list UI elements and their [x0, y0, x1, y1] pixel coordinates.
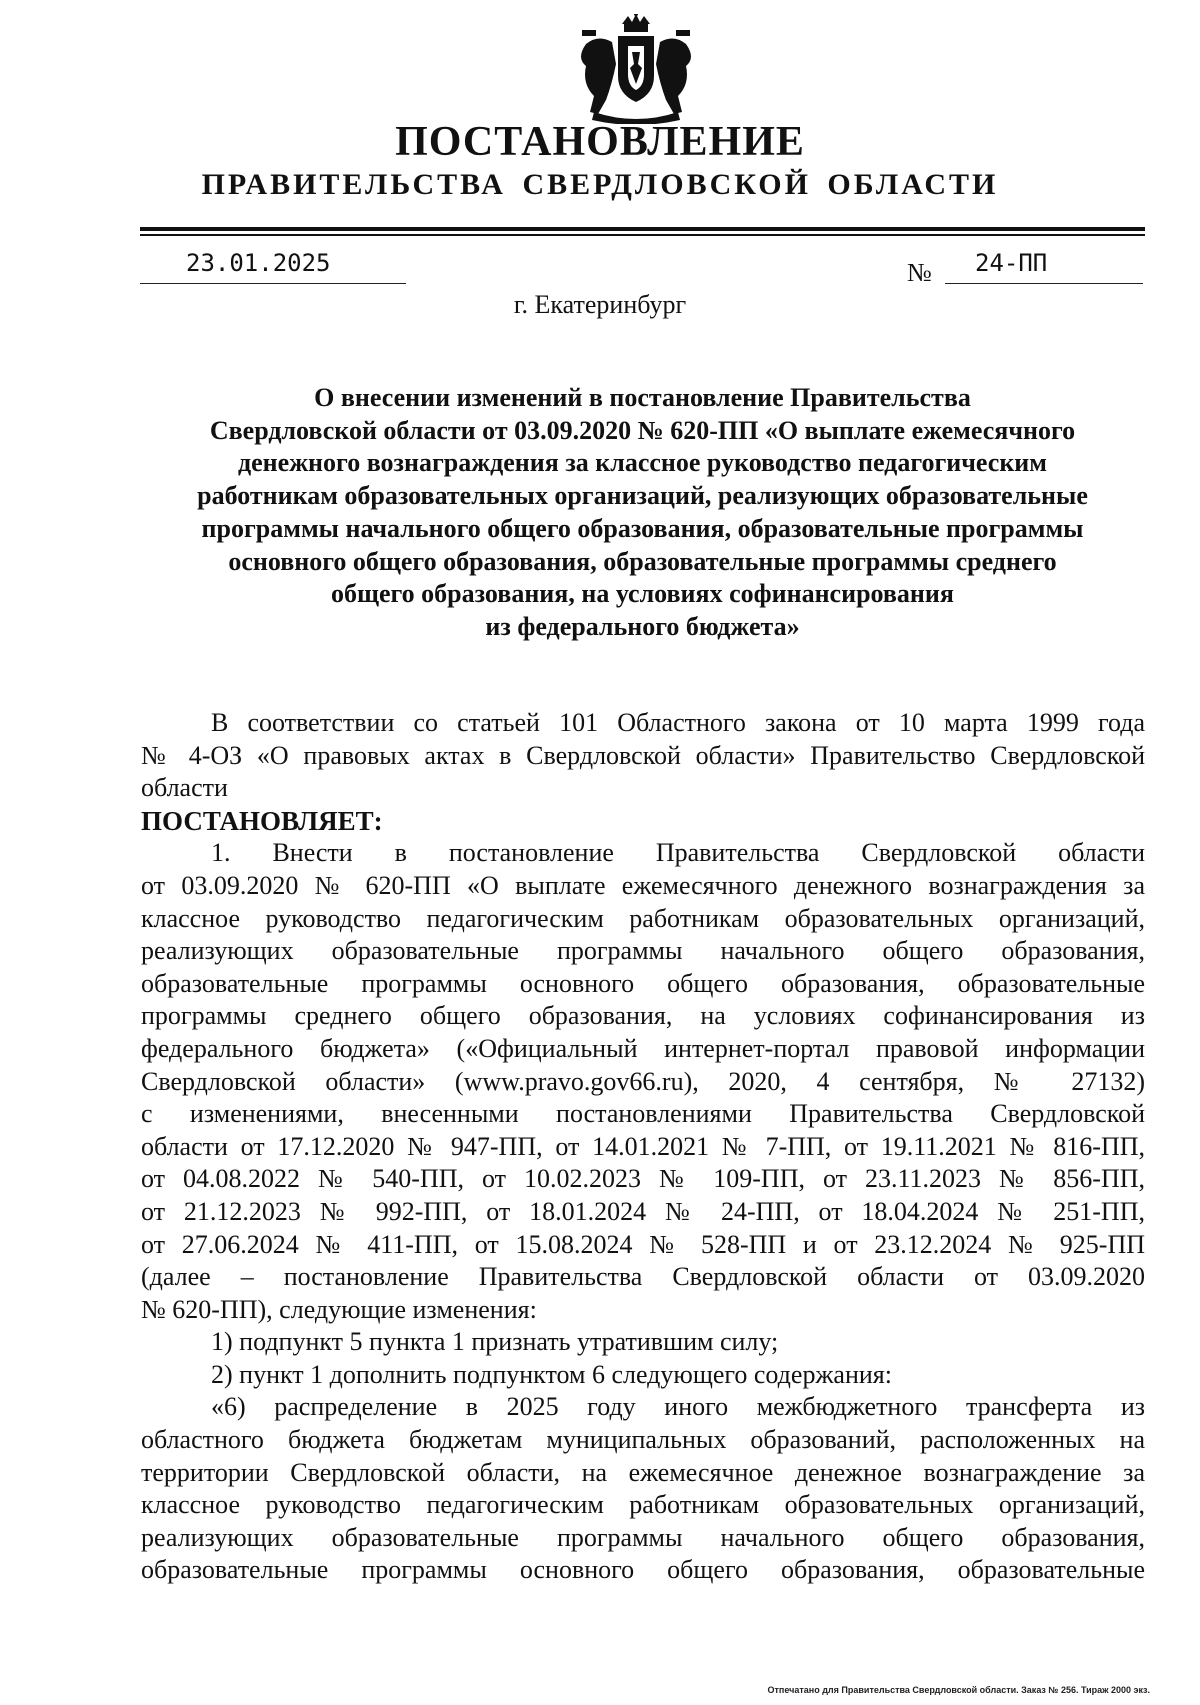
body-line: классное руководство педагогическим работникам образовательных организаций, [141, 1490, 1145, 1520]
document-date: 23.01.2025 [186, 249, 331, 277]
body-line: образовательные программы основного общего образования, образовательные [141, 1555, 1145, 1585]
body-line: «6) распределение в 2025 году иного межбюджетного трансферта из [211, 1392, 1145, 1422]
print-footer: Отпечатано для Правительства Свердловской области. Заказ № 256. Тираж 2000 экз. [767, 1685, 1150, 1695]
body-line: № 620-ПП), следующие изменения: [141, 1294, 537, 1324]
heading-line: основного общего образования, образовательные программы среднего [228, 546, 1057, 576]
body-line: областного бюджета бюджетам муниципальных образований, расположенных на [141, 1425, 1145, 1455]
body-line: реализующих образовательные программы начального общего образования, [141, 1522, 1145, 1552]
city-name: г. Екатеринбург [513, 290, 687, 319]
issuer-title: ПРАВИТЕЛЬСТВА СВЕРДЛОВСКОЙ ОБЛАСТИ [201, 168, 999, 201]
body-line: классное руководство педагогическим работникам образовательных организаций, [141, 903, 1145, 933]
decree-keyword: ПОСТАНОВЛЯЕТ: [141, 805, 383, 836]
body-line: № 4-ОЗ «О правовых актах в Свердловской области» Правительство Свердловской [141, 740, 1145, 770]
number-field [945, 249, 1143, 284]
document-heading [150, 382, 1135, 644]
coat-of-arms-icon [568, 14, 704, 124]
body-line: территории Свердловской области, на ежемесячное денежное вознаграждение за [141, 1457, 1145, 1487]
document-type-title: ПОСТАНОВЛЕНИЕ [395, 119, 805, 165]
body-line: области [141, 773, 228, 803]
body-line: 1. Внести в постановление Правительства Свердловской области [211, 838, 1145, 868]
body-line: с изменениями, внесенными постановлениями Правительства Свердловской [141, 1099, 1145, 1129]
list-item: 2) пункт 1 дополнить подпунктом 6 следующего содержания: [211, 1359, 892, 1389]
body-line: программы среднего общего образования, на условиях софинансирования из [141, 1001, 1145, 1031]
date-field [140, 249, 406, 284]
body-line: федерального бюджета» («Официальный интернет-портал правовой информации [141, 1033, 1145, 1063]
header-rule-thick [140, 227, 1145, 231]
document-number: 24-ПП [975, 249, 1048, 277]
heading-line: программы начального общего образования, образовательные программы [201, 513, 1084, 543]
list-item: 1) подпункт 5 пункта 1 признать утратившим силу; [211, 1327, 779, 1357]
heading-line: О внесении изменений в постановление Правительства [314, 383, 971, 412]
body-line: от 03.09.2020 № 620-ПП «О выплате ежемесячного денежного вознаграждения за [141, 870, 1145, 900]
header-rule-thin [140, 234, 1145, 236]
body-line: В соответствии со статьей 101 Областного закона от 10 марта 1999 года [211, 708, 1145, 737]
heading-line: денежного вознаграждения за классное руководство педагогическим [237, 448, 1047, 478]
heading-line: из федерального бюджета» [485, 611, 800, 641]
number-sign: № [907, 258, 932, 287]
body-line: от 04.08.2022 № 540-ПП, от 10.02.2023 № 109-ПП, от 23.11.2023 № 856-ПП, [141, 1164, 1145, 1194]
body-line: (далее – постановление Правительства Свердловской области от 03.09.2020 [141, 1262, 1145, 1292]
body-line: от 27.06.2024 № 411-ПП, от 15.08.2024 № 528-ПП и от 23.12.2024 № 925-ПП [141, 1229, 1145, 1259]
body-line: области от 17.12.2020 № 947-ПП, от 14.01.2021 № 7-ПП, от 19.11.2021 № 816-ПП, [141, 1131, 1145, 1161]
document-body [141, 707, 1145, 1587]
heading-line: общего образования, на условиях софинансирования [331, 579, 954, 609]
body-line: от 21.12.2023 № 992-ПП, от 18.01.2024 № 24-ПП, от 18.04.2024 № 251-ПП, [141, 1196, 1145, 1226]
body-line: Свердловской области» (www.pravo.gov66.ru), 2020, 4 сентября, № 27132) [141, 1066, 1145, 1096]
body-line: реализующих образовательные программы начального общего образования, [141, 936, 1145, 966]
heading-line: работникам образовательных организаций, реализующих образовательные [197, 481, 1088, 511]
body-line: образовательные программы основного общего образования, образовательные [141, 968, 1145, 998]
heading-line: Свердловской области от 03.09.2020 № 620-ПП «О выплате ежемесячного [209, 415, 1076, 445]
